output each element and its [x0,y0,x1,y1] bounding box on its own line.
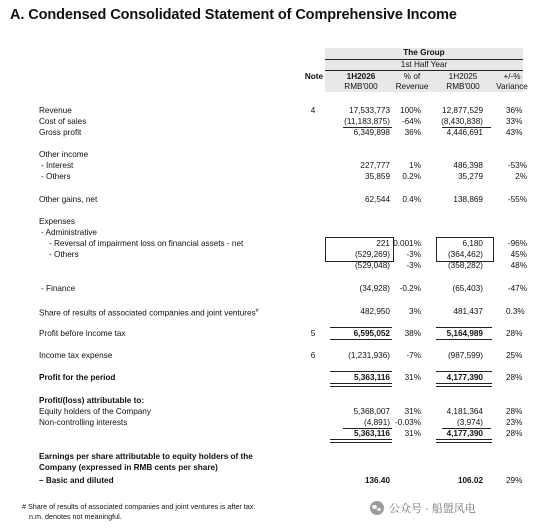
table-row: 5,363,116 31% 4,177,390 28% [354,429,523,438]
footnote: n.m. denotes not meaningful. [29,512,122,521]
table-row: - Administrative [41,228,97,237]
header-note: Note [304,72,324,81]
footnote: # Share of results of associated companies and joint ventures is after tax. [22,502,256,511]
header-variance: Variance [496,82,528,91]
header-revenue: Revenue [395,82,429,91]
table-row: – Basic and diluted 136.40 106.02 29% [39,476,523,485]
table-row: Earnings per share attributable to equity holders of the [39,452,253,461]
subtotal-rule [436,339,492,340]
table-row: - Others (529,269) -3% (364,462) 45% [49,250,527,259]
header-1h2026: 1H2026 [346,72,376,81]
table-row: Share of results of associated companies and joint ventures# 482,950 3% 481,437 0.3% [39,307,525,318]
header-period: 1st Half Year [400,60,448,69]
table-row: Cost of sales (11,183,875) -64% (8,430,838) 33% [39,117,523,126]
header-pct: % of [403,72,421,81]
page-title: A. Condensed Consolidated Statement of Comprehensive Income [10,7,457,23]
header-rmb-1: RMB'000 [344,82,378,91]
table-row: Revenue 4 17,533,773 100% 12,877,529 36% [39,106,523,115]
wechat-icon [370,501,384,515]
table-row: Gross profit 6,349,898 36% 4,446,691 43% [39,128,523,137]
header-group: The Group [403,48,445,57]
total-double-rule [436,439,492,443]
table-row: Other gains, net 62,544 0.4% 138,869 -55% [39,195,527,204]
table-row: Other income [39,150,89,159]
header-rmb-2: RMB'000 [446,82,480,91]
table-row: - Others 35,859 0.2% 35,279 2% [41,172,527,181]
table-row: - Interest 227,777 1% 486,398 -53% [41,161,527,170]
total-double-rule [436,383,492,387]
total-double-rule [330,383,392,387]
table-row: - Finance (34,928) -0.2% (65,403) -47% [41,284,527,293]
table-row: (529,048) -3% (358,282) 48% [354,261,527,270]
table-row: Profit before income tax 5 6,595,052 38% 5,164,989 28% [39,329,523,338]
header-1h2025: 1H2025 [448,72,478,81]
table-row: Profit/(loss) attributable to: [39,396,145,405]
header-change: +/-% [503,72,521,81]
table-row: Expenses [39,217,75,226]
table-row: Profit for the period 5,363,116 31% 4,177,390 28% [39,373,523,382]
table-row: Equity holders of the Company 5,368,007 31% 4,181,364 28% [39,407,523,416]
table-row: Company (expressed in RMB cents per share) [39,463,218,472]
table-row: - Reversal of impairment loss on financial assets - net 221 0.001% 6,180 -96% [49,239,527,248]
table-row: Non-controlling interests (4,891) -0.03% (3,974) 23% [39,418,523,427]
watermark: 公众号 · 船盟风电 [370,500,476,516]
total-double-rule [330,439,392,443]
header-rule [325,70,523,71]
table-row: Income tax expense 6 (1,231,936) -7% (987,599) 25% [39,351,523,360]
subtotal-rule [330,339,392,340]
